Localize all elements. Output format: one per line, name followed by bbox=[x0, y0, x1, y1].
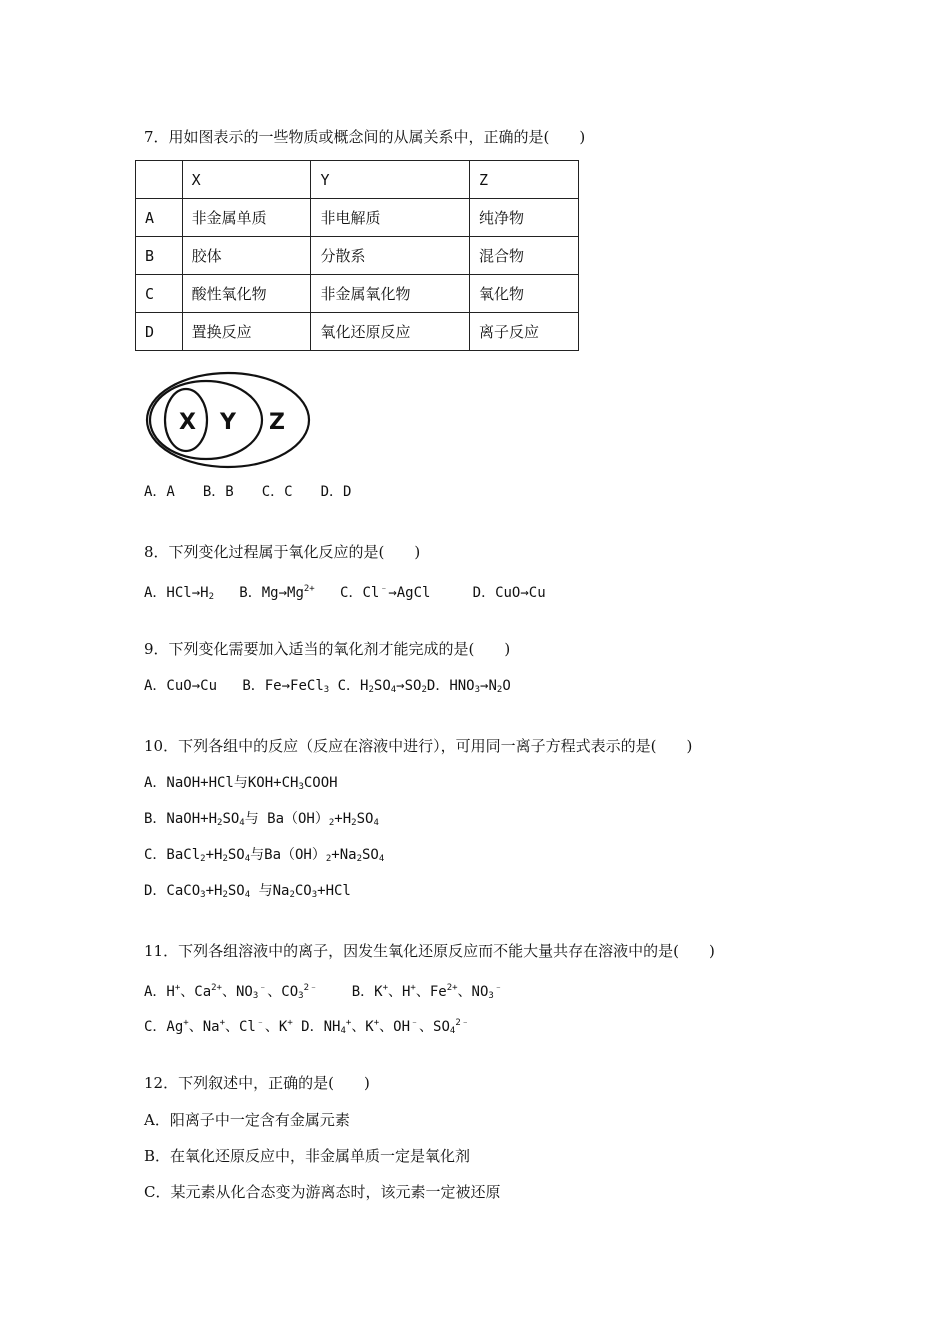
table-cell: Z bbox=[469, 161, 578, 199]
table-cell: 混合物 bbox=[469, 237, 578, 275]
q8-stem: 8．下列变化过程属于氧化反应的是( ) bbox=[144, 543, 421, 561]
table-row bbox=[136, 161, 579, 199]
table-cell: D bbox=[136, 313, 183, 351]
table-row bbox=[136, 199, 579, 237]
q12-option-b: B．在氧化还原反应中，非金属单质一定是氧化剂 bbox=[144, 1147, 471, 1165]
table-row bbox=[136, 237, 579, 275]
venn-label-x: X bbox=[179, 410, 196, 435]
table-cell: 氧化还原反应 bbox=[311, 313, 469, 351]
q12-option-a: A．阳离子中一定含有金属元素 bbox=[144, 1111, 350, 1129]
table-cell bbox=[136, 161, 183, 199]
q11-options-ab: A．H+、$Ca^{2+}$、$NO_3^﹣$、$CO_3^{2﹣}$ B．K+、H+、$Fe^{2+}$、$NO_3^﹣$ bbox=[144, 983, 503, 1001]
table-cell: X bbox=[182, 161, 311, 199]
q9-options: A．CuO→Cu B．Fe→FeCl$_3$ C．$H_2SO_4\to SO_2D$．$HNO_3\to N_2O$ bbox=[144, 678, 511, 695]
q12-option-c: C．某元素从化合态变为游离态时，该元素一定被还原 bbox=[144, 1183, 501, 1201]
table-cell: 离子反应 bbox=[469, 313, 578, 351]
table-cell: 非金属氧化物 bbox=[311, 275, 469, 313]
table-cell: 非金属单质 bbox=[182, 199, 311, 237]
table-cell: 非电解质 bbox=[311, 199, 469, 237]
q7-stem: 7．用如图表示的一些物质或概念间的从属关系中，正确的是( ) bbox=[144, 128, 586, 146]
table-cell: 胶体 bbox=[182, 237, 311, 275]
q8-options: A．$HCl\to H_2$ B．$Mg\to Mg^{2+}$ C．Cl﹣→AgCl D．CuO→Cu bbox=[144, 584, 546, 602]
q11-options-cd: C．Ag+、Na+、Cl﹣、K+ D．$NH_4^+$、K+、OH﹣、$SO_4^{2﹣}$ bbox=[144, 1018, 470, 1036]
venn-label-z: Z bbox=[269, 410, 285, 435]
table-cell: 置换反应 bbox=[182, 313, 311, 351]
table-cell: 纯净物 bbox=[469, 199, 578, 237]
q10-option-c: C．$BaCl_2+H_2SO_4$与$Ba(OH)_2+Na_2SO_4$ bbox=[144, 847, 385, 864]
table-cell: 分散系 bbox=[311, 237, 469, 275]
q10-option-a: A．NaOH+HCl与$KOH+CH_3COOH$ bbox=[144, 775, 338, 792]
q7-table bbox=[135, 160, 579, 351]
table-row bbox=[136, 313, 579, 351]
q11-stem: 11．下列各组溶液中的离子，因发生氧化还原反应而不能大量共存在溶液中的是( ) bbox=[144, 942, 715, 960]
table-cell: 氧化物 bbox=[469, 275, 578, 313]
table-cell: 酸性氧化物 bbox=[182, 275, 311, 313]
q12-stem: 12．下列叙述中，正确的是( ) bbox=[144, 1074, 370, 1092]
table-cell: C bbox=[136, 275, 183, 313]
q10-option-b: B．$NaOH+H_2SO_4$与 $Ba(OH)_2+H_2SO_4$ bbox=[144, 811, 379, 828]
q10-option-d: D．$CaCO_3+H_2SO_4$ 与$Na_2CO_3+HCl$ bbox=[144, 883, 351, 900]
table-cell: B bbox=[136, 237, 183, 275]
table-cell: A bbox=[136, 199, 183, 237]
venn-label-y: Y bbox=[220, 410, 236, 435]
table-cell: Y bbox=[311, 161, 469, 199]
venn-diagram bbox=[144, 370, 314, 470]
table-row bbox=[136, 275, 579, 313]
q9-stem: 9．下列变化需要加入适当的氧化剂才能完成的是( ) bbox=[144, 640, 511, 658]
q10-stem: 10．下列各组中的反应（反应在溶液中进行），可用同一离子方程式表示的是( ) bbox=[144, 737, 693, 755]
q7-options: A．A B．B C．C D．D bbox=[144, 484, 352, 500]
